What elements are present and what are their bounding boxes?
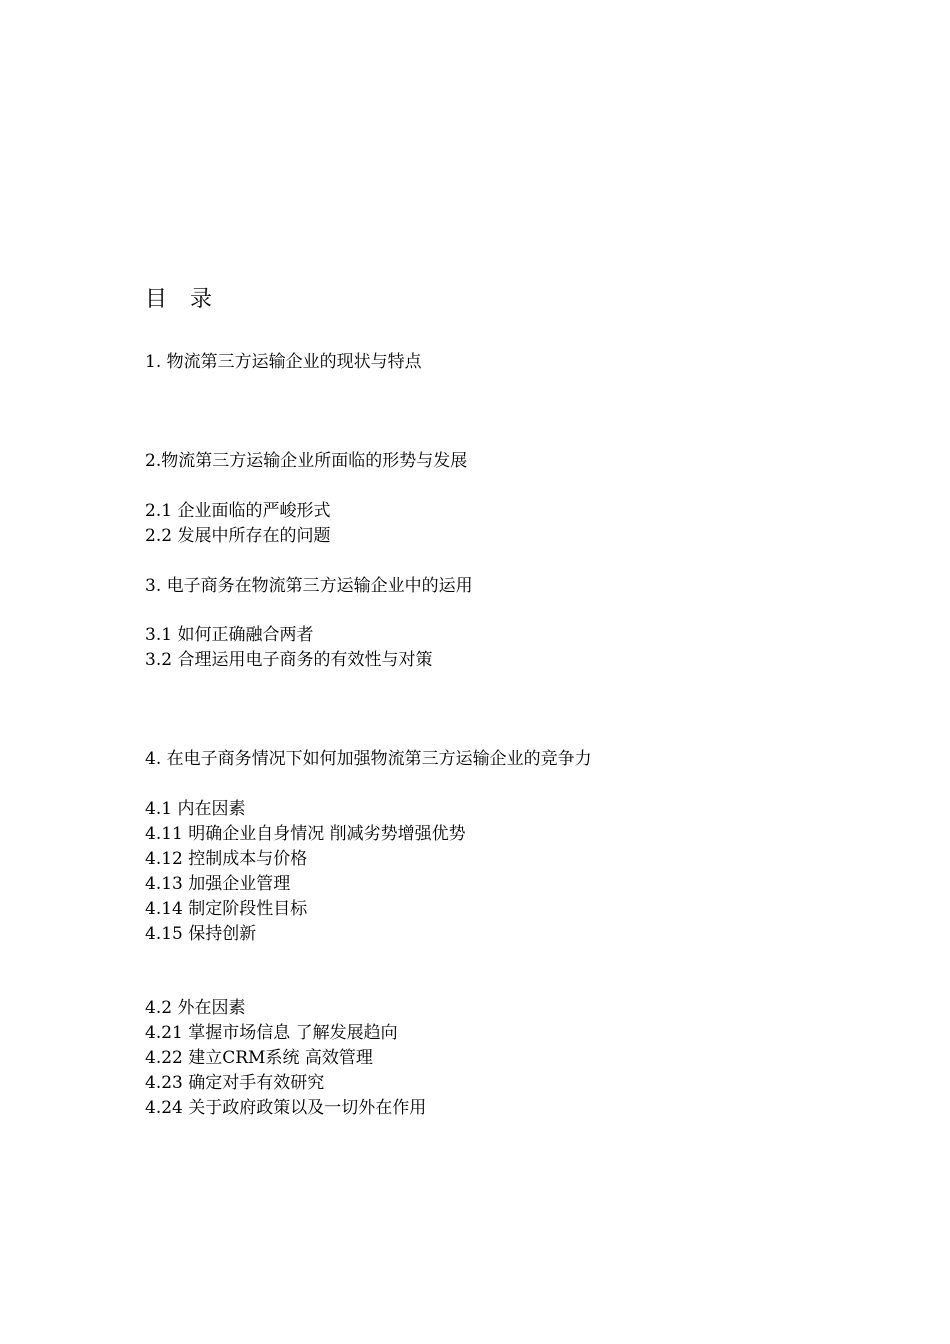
toc-item-4-15[interactable]: 4.15 保持创新: [145, 924, 257, 944]
toc-item-4-23[interactable]: 4.23 确定对手有效研究: [145, 1073, 325, 1093]
toc-item-4-13[interactable]: 4.13 加强企业管理: [145, 874, 291, 894]
toc-item-4-24[interactable]: 4.24 关于政府政策以及一切外在作用: [145, 1098, 427, 1118]
toc-section-2-heading[interactable]: 2.物流第三方运输企业所面临的形势与发展: [145, 451, 468, 471]
toc-item-3-1[interactable]: 3.1 如何正确融合两者: [145, 625, 314, 645]
toc-item-4-12[interactable]: 4.12 控制成本与价格: [145, 849, 308, 869]
toc-item-4-14[interactable]: 4.14 制定阶段性目标: [145, 899, 308, 919]
toc-section-3-heading[interactable]: 3. 电子商务在物流第三方运输企业中的运用: [145, 576, 473, 596]
page-title: 目 录: [145, 287, 220, 312]
toc-item-3-2[interactable]: 3.2 合理运用电子商务的有效性与对策: [145, 650, 433, 670]
toc-item-4-2[interactable]: 4.2 外在因素: [145, 998, 246, 1018]
toc-section-4-heading[interactable]: 4. 在电子商务情况下如何加强物流第三方运输企业的竞争力: [145, 749, 592, 769]
toc-section-1-heading[interactable]: 1. 物流第三方运输企业的现状与特点: [145, 352, 422, 372]
toc-item-4-11[interactable]: 4.11 明确企业自身情况 削减劣势增强优势: [145, 824, 466, 844]
toc-item-4-1[interactable]: 4.1 内在因素: [145, 799, 246, 819]
toc-item-2-1[interactable]: 2.1 企业面临的严峻形式: [145, 501, 331, 521]
toc-item-2-2[interactable]: 2.2 发展中所存在的问题: [145, 526, 331, 546]
toc-item-4-22[interactable]: 4.22 建立CRM系统 高效管理: [145, 1048, 373, 1068]
toc-item-4-21[interactable]: 4.21 掌握市场信息 了解发展趋向: [145, 1023, 398, 1043]
